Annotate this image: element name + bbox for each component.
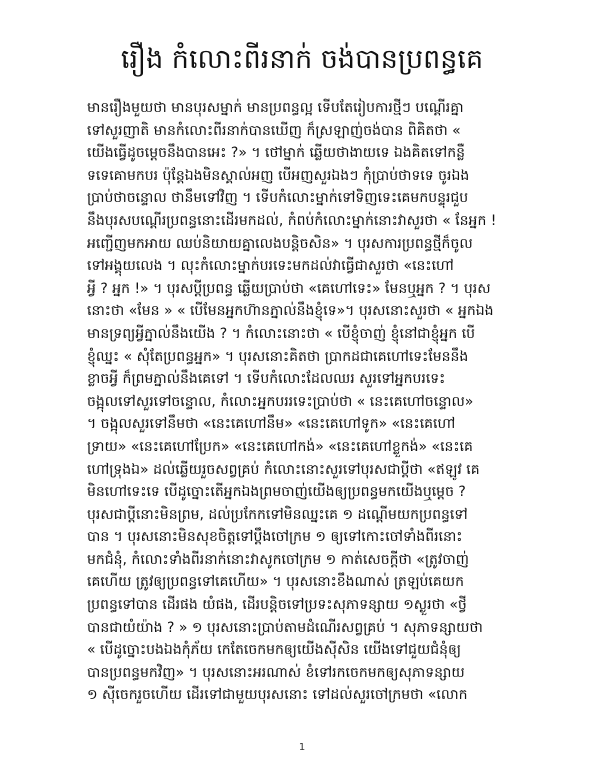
body-line: ។ ចង្អុលសួរទៅនឹមថា «នេះគេហៅនឹម» «នេះគេហៅទូក» «នេះគេហៅ (87, 416, 456, 433)
body-line: មិនហៅទេះទេ បើដូច្នោះតើអ្នកឯងព្រមចាញ់យើងឲ្យប្រពន្ធមកយើងឬម្តេច ? (87, 484, 466, 501)
body-line: « បើដូច្នោះបងឯងកុំភ័យ កេតែចេកមកឲ្យយើងស៊ីសិន យើងទៅជួយជំនុំឲ្យ (87, 642, 462, 659)
body-line: ប្រាប់ថាចន្ទោល ថានឹមទៅវិញ ។ ទើបកំលោះម្នាក់ទៅទិញទេះគេមកបន្ទុរជួប (87, 190, 469, 207)
body-line: នឹងបុរសបណ្តើរប្រពន្ធនោះដើរមកដល់, កំពប់កំលោះម្នាក់នោះវាសួរថា « នែអ្នក ! (87, 212, 497, 229)
body-line: យើងធ្វើដូចម្តេចនឹងបានអេះ ?» ។ ថៅម្នាក់ ឆ្លើយថាងាយទេ ឯងគិតទៅកន្លឺ (87, 145, 465, 162)
body-line: ប្រពន្ធទៅបាន ដើរផង យំផង, ដើរបន្តិចទៅប្រទះសុភាទន្សាយ ១ស្ងួរថា «ថ្វី (87, 597, 467, 614)
page-number: 1 (298, 742, 306, 753)
body-line: ទៅអង្គុយលេង ។ លុះកំលោះម្នាក់បរទេះមកដល់វាធ្វើជាសួរថា «នេះហៅ (87, 258, 454, 275)
body-line: ខ្ញុំឈ្នះ « សុំតែប្រពន្ធអ្នក» ។ បុរសនោះគិតថា ប្រាកដជាគេហៅទេះមែននឹង (87, 348, 469, 365)
body-line: គេហើយ ត្រូវឲ្យប្រពន្ធទៅគេហើយ» ។ បុរសនោះខឹងណាស់ ត្រឡប់គេយក (87, 574, 464, 591)
body-line: មានរឿងមួយថា មានបុរសម្នាក់ មានប្រពន្ធល្អ ទើបតែរៀបការថ្មីៗ បណ្តើរគ្នា (87, 100, 464, 116)
body-line: ខ្លាចអ្វី ក៏ព្រមភ្នាល់នឹងគេទៅ ។ ទើបកំលោះដែលឈរ សួរទៅអ្នកបរទេះ (87, 371, 446, 388)
body-line: មានទ្រព្យអ្វីភ្នាល់នឹងយើង ? ។ កំលោះនោះថា « បើខ្ញុំចាញ់ ខ្ញុំនៅជាខ្ញុំអ្នក បើ (87, 325, 476, 342)
body-line: ទ្រាយ» «នេះគេហៅប្រែក» «នេះគេហៅកង់» «នេះគេហៅខ្លួកង់» «នេះគេ (87, 438, 473, 455)
body-line: បាន ។ បុរសនោះមិនសុខចិត្តទៅប្តឹងចៅក្រម ១ ឲ្យទៅកោះចៅទាំងពីរនោះ (87, 529, 463, 546)
body-line: នោះថា «មែន » « បើមែនអ្នកហ៊ានភ្នាល់នឹងខ្ញុំទេ»។ បុរសនោះសួរថា « អ្នកឯង (87, 303, 494, 320)
document-body (87, 97, 517, 707)
body-line: មកជំនុំ, កំលោះទាំងពីរនាក់នោះវាសូកចៅក្រម ១ កាត់សេចក្តីថា «ត្រូវចាញ់ (87, 551, 469, 568)
body-line: ចង្អុលទៅសួរទៅចន្ទោល, កំលោះអ្នកបររទេះប្រាប់ថា « នេះគេហៅចន្ទោល» (87, 393, 474, 410)
body-line: ទៅសួរញាតិ មានកំលោះពីរនាក់បានឃើញ ក៏ស្រឡាញ់ចង់បាន ពិគិតថា « (87, 122, 461, 139)
body-line: បុរសជាប្តីនោះមិនព្រម, ដល់ប្រកែកទៅមិនឈ្នះគេ ១ ដណ្តើមយកប្រពន្ធទៅ (87, 506, 468, 523)
document-title: រឿង កំលោះពីរនាក់ ចង់បានប្រពន្ធគេ (120, 44, 484, 75)
body-line: ទទេគោមកបរ ប៉ុន្តែឯងមិនស្គាល់អញ បើអញសួរឯងៗ កុំប្រាប់ថាទទេ ចូរឯង (87, 167, 470, 184)
body-line: អ្វី ? អ្នក !» ។ បុរសប្តីប្រពន្ធ ឆ្លើយប្រាប់ថា «គេហៅទេះ» មែនឬអ្នក ? ។ បុរស (87, 280, 491, 297)
body-line: អញ្ជើញមកអាយ ឈប់និយាយគ្នាលេងបន្តិចសិន» ។ បុរសការប្រពន្ធថ្មីក៏ចូល (87, 235, 473, 252)
body-line: បានជាយំយ៉ាង ? » ១ បុរសនោះប្រាប់តាមដំណើរសព្វគ្រប់ ។ សុភាទន្សាយថា (87, 619, 483, 636)
body-line: ១ ស៊ីចេករួចហើយ ដើរទៅជាមួយបុរសនោះ ទៅដល់សួរចៅក្រមថា «លោក (87, 687, 468, 704)
body-line: ហៅទ្រុងឯ» ដល់ឆ្លើយរួចសព្វគ្រប់ កំលោះនោះសួរទៅបុរសជាប្តីថា «ឥឡូវ គេ (87, 461, 480, 478)
body-line: បានប្រពន្ធមកវិញ» ។ បុរសនោះអរណាស់ ខំទៅរកចេកមកឲ្យសុភាទន្សាយ (87, 664, 465, 681)
